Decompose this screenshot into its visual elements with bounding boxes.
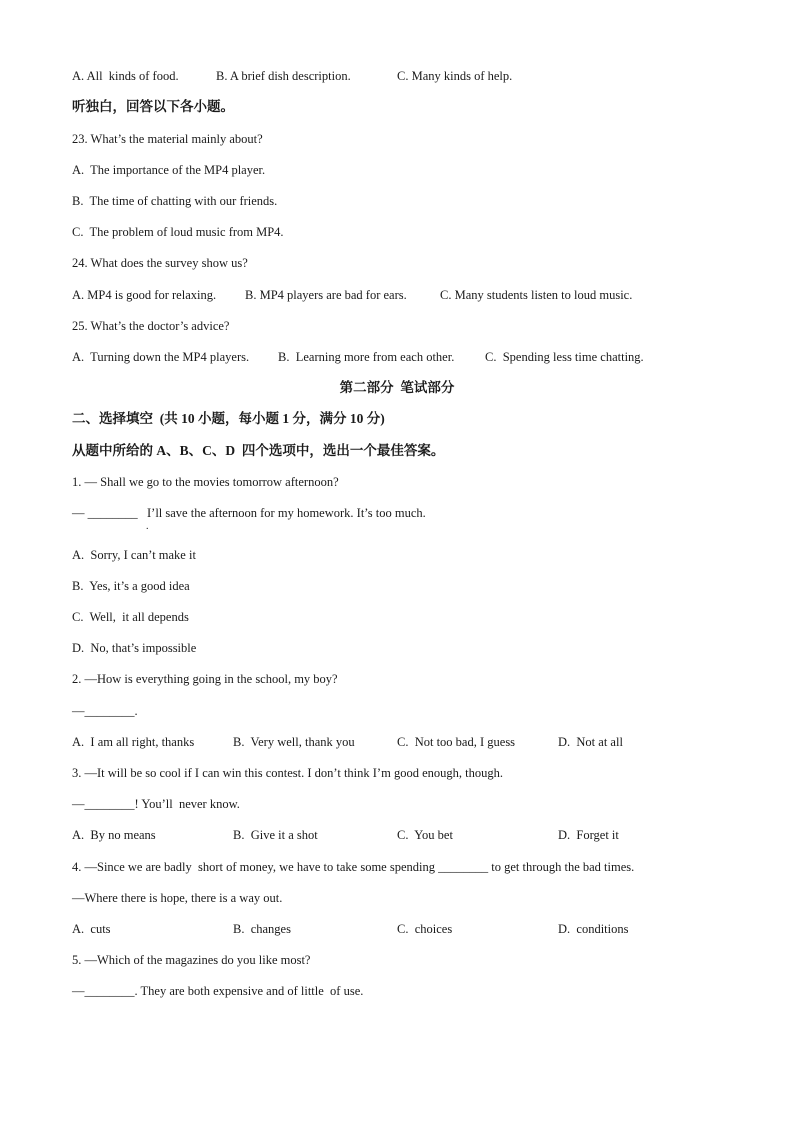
monologue-header: 听独白，回答以下各小题。 <box>72 99 234 114</box>
q24-question: 24. What does the survey show us? <box>72 256 248 270</box>
q3-line2: —________! You’ll never know. <box>72 797 240 811</box>
q24-option-b: B. MP4 players are bad for ears. <box>245 288 407 302</box>
q3-line1: 3. —It will be so cool if I can win this contest. I don’t think I’m good enough, though. <box>72 766 503 780</box>
q1-line2: — ________ I’ll save the afternoon for my homework. It’s too much. <box>72 506 426 520</box>
q4-option-c: C. choices <box>397 922 453 936</box>
section2-title: 二、选择填空 (共 10 小题，每小题 1 分，满分 10 分) <box>72 411 385 426</box>
q1-option-d: D. No, that’s impossible <box>72 641 197 655</box>
q5-line2: —________. They are both expensive and of little of use. <box>72 984 364 998</box>
q23-option-a: A. The importance of the MP4 player. <box>72 163 266 177</box>
q1-option-a: A. Sorry, I can’t make it <box>72 548 196 562</box>
q25-question: 25. What’s the doctor’s advice? <box>72 319 230 333</box>
q2-line1: 2. —How is everything going in the school, my boy? <box>72 672 338 686</box>
q1-dot: . <box>146 521 149 532</box>
q2-line2: —________. <box>72 704 138 718</box>
q23-question: 23. What’s the material mainly about? <box>72 132 263 146</box>
q1-line1: 1. — Shall we go to the movies tomorrow afternoon? <box>72 475 339 489</box>
q22-option-a: A. All kinds of food. <box>72 69 179 83</box>
q23-option-c: C. The problem of loud music from MP4. <box>72 225 284 239</box>
q3-option-a: A. By no means <box>72 828 156 842</box>
q1-option-c: C. Well, it all depends <box>72 610 189 624</box>
q25-option-a: A. Turning down the MP4 players. <box>72 350 250 364</box>
q24-option-a: A. MP4 is good for relaxing. <box>72 288 217 302</box>
q4-line2: —Where there is hope, there is a way out. <box>72 891 283 905</box>
q4-option-d: D. conditions <box>558 922 629 936</box>
part2-title: 第二部分 笔试部分 <box>339 380 455 395</box>
q4-option-b: B. changes <box>233 922 291 936</box>
q25-option-c: C. Spending less time chatting. <box>485 350 644 364</box>
q1-option-b: B. Yes, it’s a good idea <box>72 579 190 593</box>
q24-option-c: C. Many students listen to loud music. <box>440 288 633 302</box>
q25-option-b: B. Learning more from each other. <box>278 350 455 364</box>
q4-option-a: A. cuts <box>72 922 111 936</box>
q3-option-c: C. You bet <box>397 828 453 842</box>
q2-option-c: C. Not too bad, I guess <box>397 735 516 749</box>
q2-option-d: D. Not at all <box>558 735 623 749</box>
q2-option-a: A. I am all right, thanks <box>72 735 195 749</box>
section2-instruction: 从题中所给的 A、B、C、D 四个选项中，选出一个最佳答案。 <box>72 443 445 458</box>
q4-line1: 4. —Since we are badly short of money, we have to take some spending ________ to get through the bad times. <box>72 860 635 874</box>
q22-option-c: C. Many kinds of help. <box>397 69 513 83</box>
q2-option-b: B. Very well, thank you <box>233 735 355 749</box>
q22-option-b: B. A brief dish description. <box>216 69 351 83</box>
q3-option-d: D. Forget it <box>558 828 619 842</box>
q23-option-b: B. The time of chatting with our friends. <box>72 194 278 208</box>
q5-line1: 5. —Which of the magazines do you like most? <box>72 953 311 967</box>
q3-option-b: B. Give it a shot <box>233 828 318 842</box>
